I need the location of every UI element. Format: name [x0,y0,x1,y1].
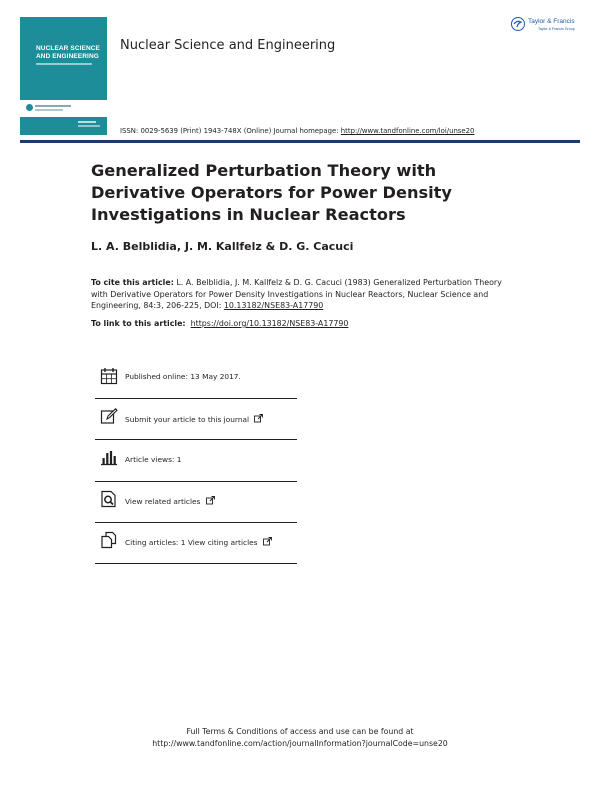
citation-block [91,277,516,312]
related-articles-text: View related articles [125,497,201,506]
related-articles-link[interactable] [125,496,215,506]
cover-title-line-2: AND ENGINEERING [36,53,99,60]
search-document-icon [100,490,118,508]
citing-articles-link[interactable] [125,537,272,547]
cover-subtitle-bar [36,63,92,65]
info-divider [95,481,297,482]
publisher-group: Taylor & Francis Group [538,27,575,31]
footer-terms-text: Full Terms & Conditions of access and use can be found at [186,727,414,736]
cover-title [36,45,106,61]
article-title: Generalized Perturbation Theory with Derivative Operators for Power Density Investigations in Nuclear Reactors [91,161,452,224]
issn-line [120,127,474,135]
citation-text: L. A. Belblidia, J. M. Kallfelz & D. G. Cacuci (1983) Generalized Perturbation Theory with Derivative Operators for Power Density Investigations in Nuclear Reactors, Nuclear Science and Engineering, 84:3, 206-225, DOI: [91,278,502,310]
article-views-text: Article views: 1 [125,455,182,464]
cover-society-text-bar [35,105,71,107]
external-link-icon [206,496,215,505]
citation-label: To cite this article: [91,278,174,287]
article-doi-link[interactable]: https://doi.org/10.13182/NSE83-A17790 [190,319,349,328]
info-divider [95,398,297,399]
publisher-logo[interactable] [511,17,579,37]
publisher-name: Taylor & Francis [528,18,575,25]
info-divider [95,439,297,440]
journal-name: Nuclear Science and Engineering [120,38,336,53]
published-online-text: Published online: 13 May 2017. [125,372,241,381]
edit-icon [100,408,118,426]
article-link-line [91,319,348,328]
external-link-icon [254,414,263,423]
publisher-logo-icon [511,17,525,31]
cover-issue-text-bar [78,125,100,127]
citation-doi-link[interactable]: 10.13182/NSE83-A17790 [223,301,324,310]
footer-terms-link[interactable]: http://www.tandfonline.com/action/journalInformation?journalCode=unse20 [152,739,448,748]
citing-articles-icon [100,531,118,549]
journal-homepage-link[interactable]: http://www.tandfonline.com/loi/unse20 [340,127,475,135]
journal-cover-image [20,17,107,135]
header-rule [20,140,580,143]
issn-text: ISSN: 0029-5639 (Print) 1943-748X (Online) Journal homepage: [120,127,339,135]
bar-chart-icon [100,449,118,467]
cover-title-line-1: NUCLEAR SCIENCE [36,45,100,52]
cover-white-band [20,100,107,117]
info-divider [95,563,297,564]
article-authors: L. A. Belblidia, J. M. Kallfelz & D. G. Cacuci [91,240,354,253]
external-link-icon [263,537,272,546]
calendar-icon [100,367,118,385]
citing-articles-text: Citing articles: 1 View citing articles [125,538,258,547]
submit-article-text: Submit your article to this journal [125,415,250,424]
info-divider [95,522,297,523]
cover-society-logo-icon [26,104,33,111]
submit-article-link[interactable] [125,414,263,424]
cover-issue-text-bar [78,121,96,123]
cover-society-text-bar [35,109,63,111]
article-link-label: To link to this article: [91,319,186,328]
